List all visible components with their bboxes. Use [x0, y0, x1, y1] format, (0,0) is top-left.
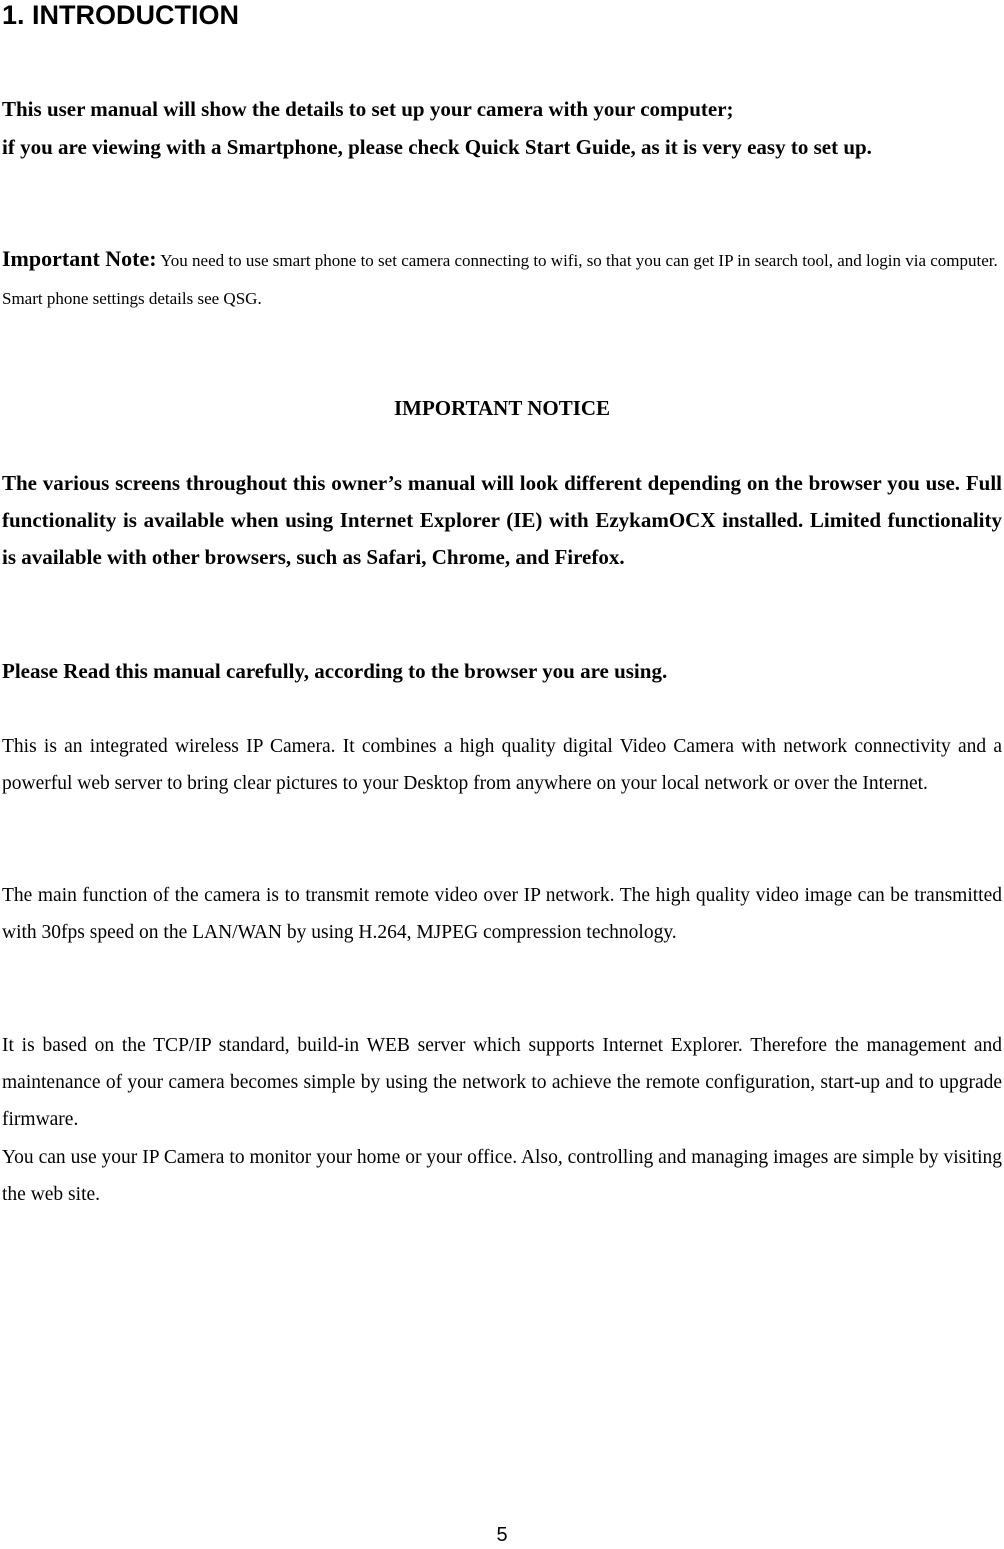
paragraph-main-function: The main function of the camera is to transmit remote video over IP network. The high quality video image can be transmitted with 30fps speed on the LAN/WAN by using H.264, MJPEG compression technology. [2, 885, 1002, 943]
paragraph-tcpip-standard: It is based on the TCP/IP standard, build-in WEB server which supports Internet Explorer. Therefore the management and maintenance of your camera becomes simple by using the network to achieve the remote configuration, start-up and to upgrade firmware. [2, 1035, 1002, 1130]
important-note-text: You need to use smart phone to set camera connecting to wifi, so that you can get IP in search tool, and login via computer. Smart phone settings details see QSG. [2, 251, 998, 308]
intro-line-smartphone: if you are viewing with a Smartphone, please check Quick Start Guide, as it is very easy to set up. [2, 135, 872, 159]
page-number: 5 [496, 1524, 508, 1546]
section-heading: 1. INTRODUCTION [2, 0, 240, 30]
important-notice-body: The various screens throughout this owner’s manual will look different depending on the browser you use. Full functionality is available when using Internet Explorer (IE) with EzykamOCX installed. Limited functionality is available with other browsers, such as Safari, Chrome, and Firefox. [2, 471, 1002, 569]
read-manual-instruction: Please Read this manual carefully, according to the browser you are using. [2, 659, 668, 683]
paragraph-camera-overview: This is an integrated wireless IP Camera. It combines a high quality digital Video Camera with network connectivity and a powerful web server to bring clear pictures to your Desktop from anywhere on your local network or over the Internet. [2, 736, 1002, 794]
important-note [2, 240, 1002, 318]
paragraph-monitoring-use: You can use your IP Camera to monitor your home or your office. Also, controlling and managing images are simple by visiting the web site. [2, 1147, 1002, 1205]
intro-line-computer: This user manual will show the details to set up your camera with your computer; [2, 97, 734, 121]
intro-block [2, 90, 1002, 166]
important-notice-title: IMPORTANT NOTICE [393, 396, 611, 420]
important-note-label: Important Note: [2, 246, 157, 271]
